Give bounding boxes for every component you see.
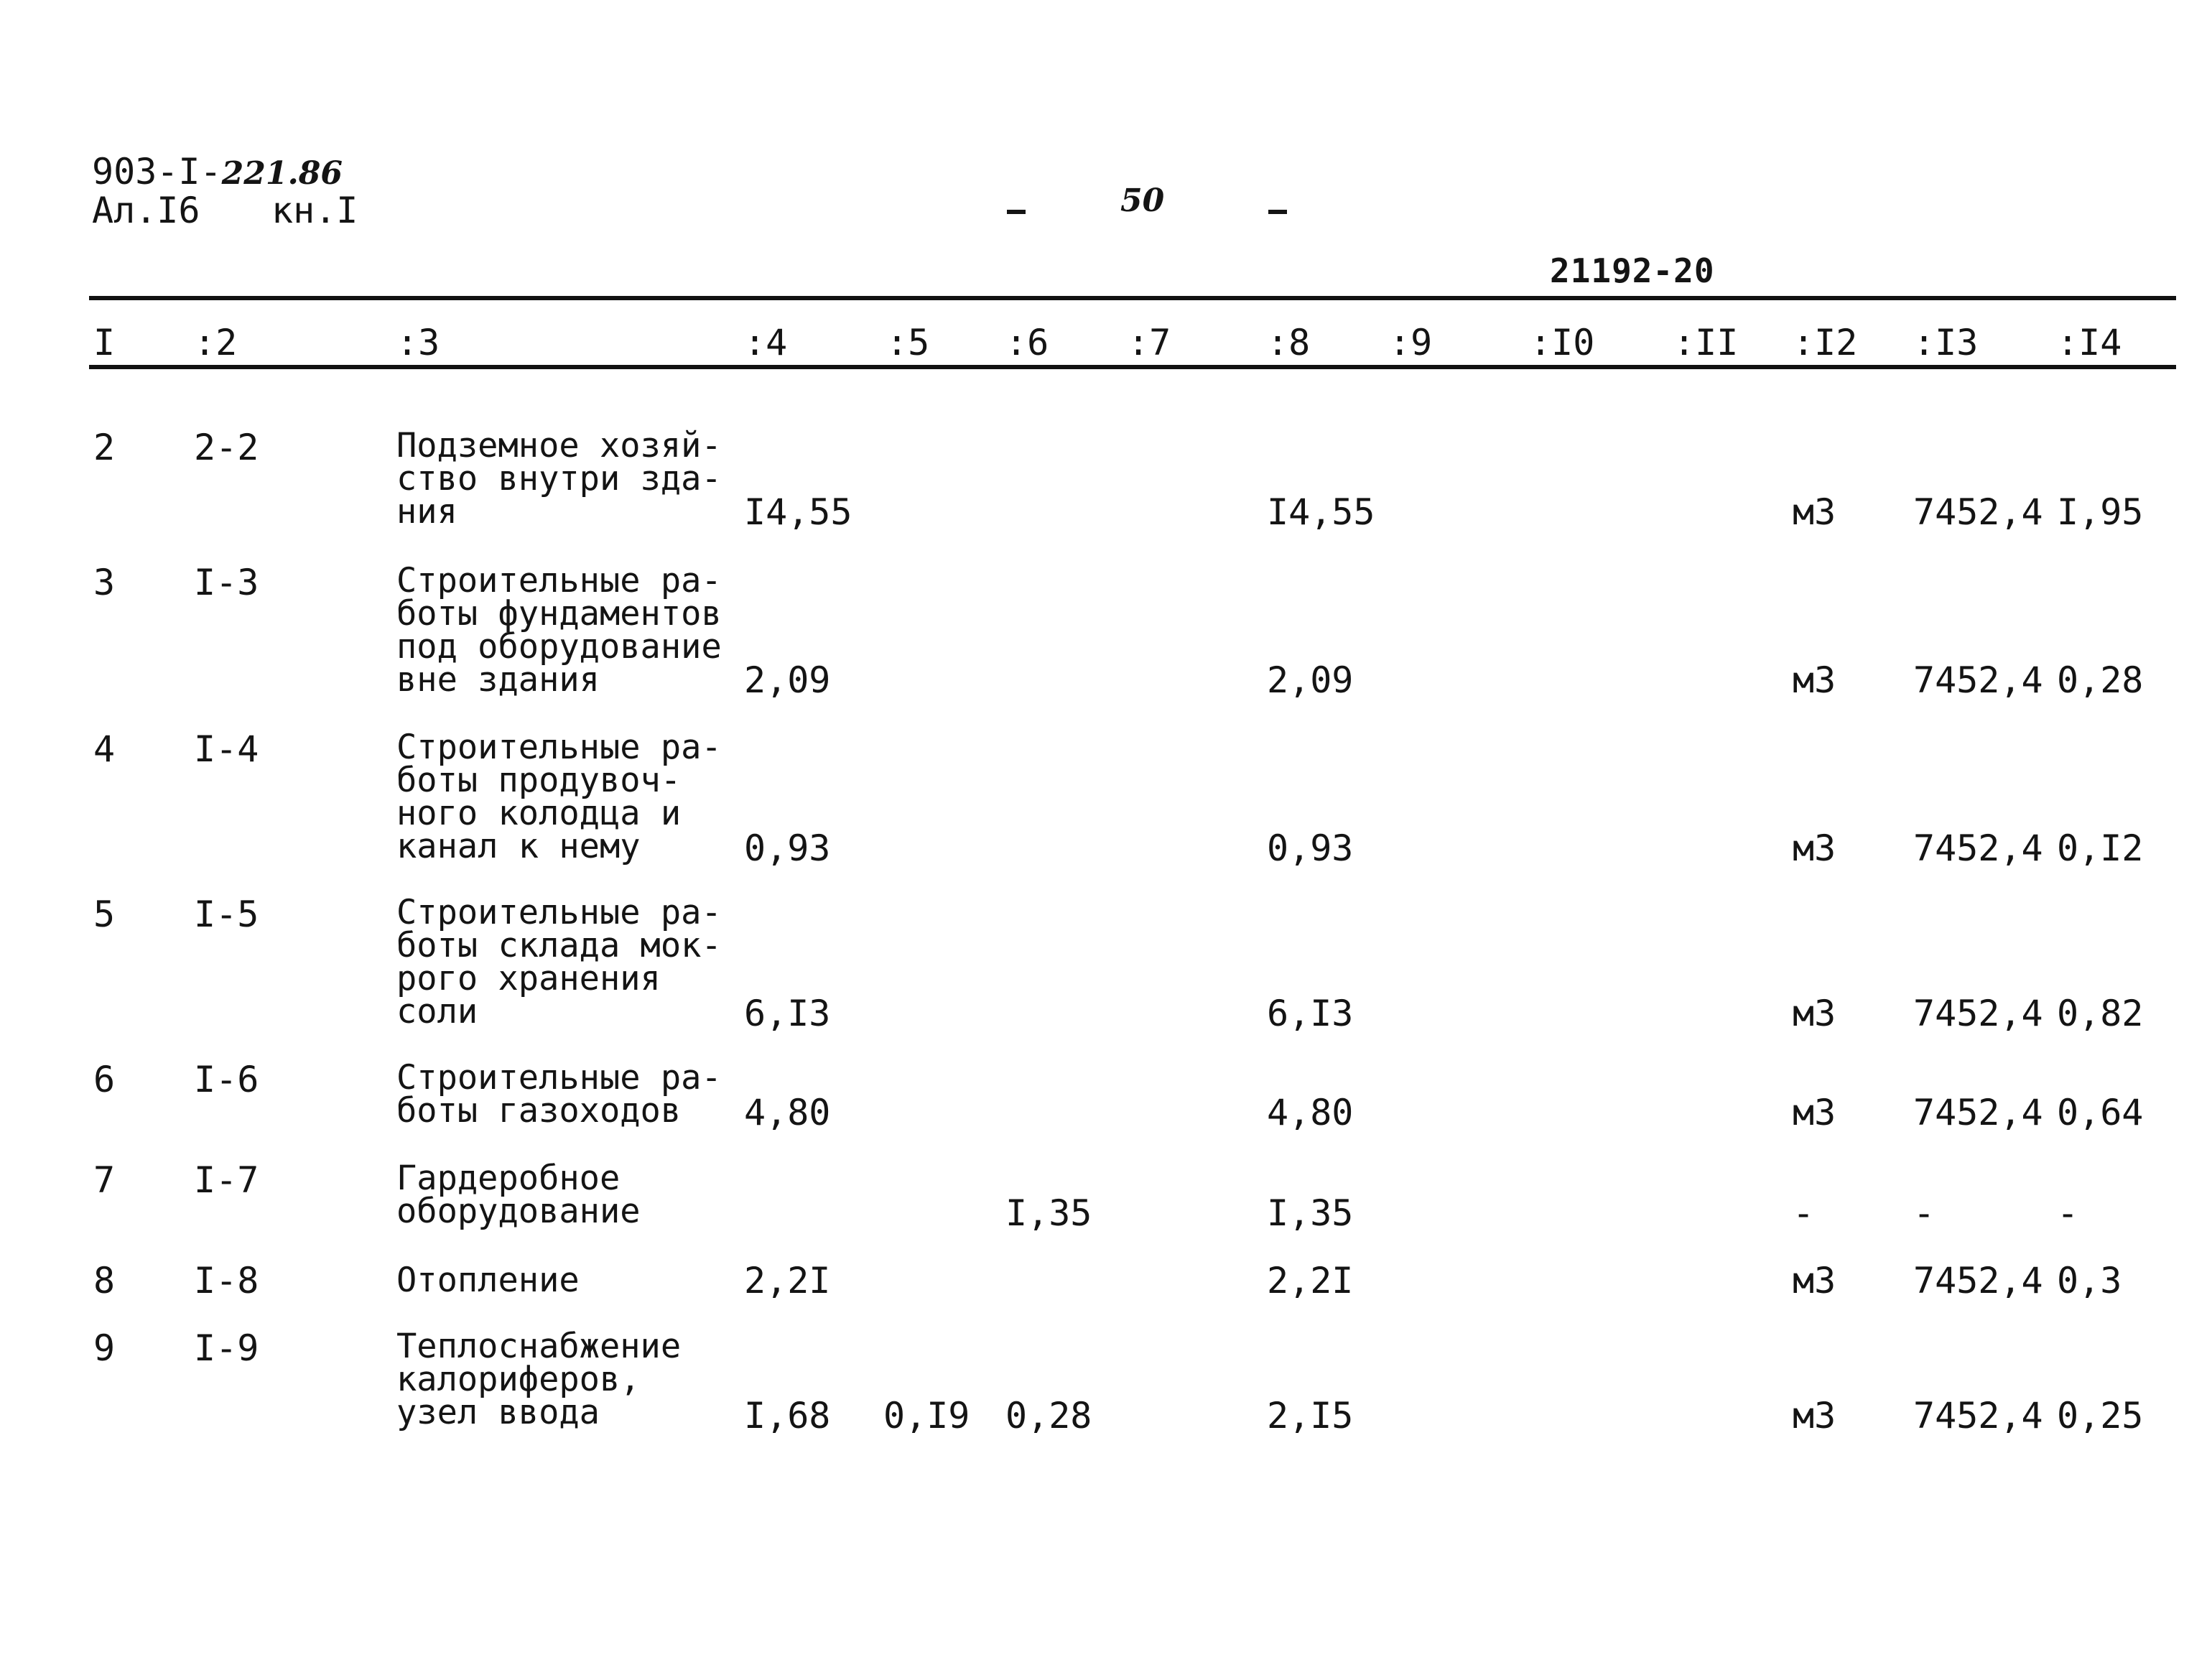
row-number: 3 bbox=[93, 562, 116, 603]
column-header-1: I bbox=[93, 322, 116, 363]
row-col14-value: 0,64 bbox=[2057, 1092, 2144, 1133]
row-col8-value: I,35 bbox=[1267, 1192, 1354, 1234]
row-description: Строительные ра- боты газоходов bbox=[396, 1058, 722, 1131]
page-number: 50 bbox=[1120, 182, 1165, 219]
row-number: 2 bbox=[93, 427, 116, 468]
row-col8-value: 6,I3 bbox=[1267, 993, 1354, 1034]
page-dash-left bbox=[1007, 210, 1026, 214]
column-header-2: :2 bbox=[194, 322, 238, 363]
row-col13-value: 7452,4 bbox=[1913, 659, 2043, 701]
row-number: 7 bbox=[93, 1159, 116, 1201]
table-header-rule bbox=[89, 365, 2176, 369]
row-col8-value: I4,55 bbox=[1267, 491, 1375, 533]
row-unit: м3 bbox=[1793, 993, 1836, 1034]
column-header-11: :II bbox=[1673, 322, 1739, 363]
column-header-8: :8 bbox=[1267, 322, 1311, 363]
row-col6-value: 0,28 bbox=[1005, 1395, 1092, 1437]
column-header-4: :4 bbox=[744, 322, 788, 363]
row-unit: м3 bbox=[1793, 491, 1836, 533]
row-code: I-3 bbox=[194, 562, 259, 603]
row-description: Отопление bbox=[396, 1261, 580, 1300]
row-description: Строительные ра- боты продувоч- ного колодца и канал к нему bbox=[396, 728, 722, 866]
table-top-rule bbox=[89, 296, 2176, 300]
row-code: I-5 bbox=[194, 894, 259, 935]
row-col8-value: 0,93 bbox=[1267, 827, 1354, 869]
row-col4-value: I,68 bbox=[744, 1395, 831, 1437]
column-header-7: :7 bbox=[1128, 322, 1171, 363]
row-code: I-8 bbox=[194, 1260, 259, 1302]
row-code: I-7 bbox=[194, 1159, 259, 1201]
row-col4-value: 6,I3 bbox=[744, 993, 831, 1034]
row-description: Строительные ра- боты фундаментов под оборудование вне здания bbox=[396, 561, 722, 700]
row-col13-value: 7452,4 bbox=[1913, 491, 2043, 533]
row-col14-value: 0,3 bbox=[2057, 1260, 2122, 1302]
row-col8-value: 2,2I bbox=[1267, 1260, 1354, 1302]
row-col4-value: 0,93 bbox=[744, 827, 831, 869]
row-col13-value: 7452,4 bbox=[1913, 993, 2043, 1034]
row-col14-value: 0,I2 bbox=[2057, 827, 2144, 869]
row-col5-value: 0,I9 bbox=[883, 1395, 970, 1437]
row-description: Подземное хозяй- ство внутри зда- ния bbox=[396, 426, 722, 532]
row-col8-value: 2,09 bbox=[1267, 659, 1354, 701]
book-label: кн.I bbox=[271, 190, 358, 231]
row-col4-value: 2,2I bbox=[744, 1260, 831, 1302]
row-col13-value: 7452,4 bbox=[1913, 827, 2043, 869]
row-col14-value: 0,25 bbox=[2057, 1395, 2144, 1437]
row-col13-value: 7452,4 bbox=[1913, 1260, 2043, 1302]
column-header-13: :I3 bbox=[1913, 322, 1979, 363]
row-col13-value: 7452,4 bbox=[1913, 1395, 2043, 1437]
page-dash-right bbox=[1268, 210, 1287, 214]
document-stamp: 21192-20 bbox=[1550, 251, 1715, 290]
row-col14-value: 0,82 bbox=[2057, 993, 2144, 1034]
doc-code-handwritten: 221.86 bbox=[221, 155, 343, 192]
row-col13-value: - bbox=[1913, 1192, 1936, 1234]
row-col14-value: - bbox=[2057, 1192, 2079, 1234]
column-header-10: :I0 bbox=[1530, 322, 1595, 363]
row-col8-value: 2,I5 bbox=[1267, 1395, 1354, 1437]
row-col4-value: I4,55 bbox=[744, 491, 852, 533]
row-number: 4 bbox=[93, 728, 116, 770]
row-number: 8 bbox=[93, 1260, 116, 1302]
row-unit: м3 bbox=[1793, 1395, 1836, 1437]
row-number: 6 bbox=[93, 1059, 116, 1100]
doc-code-prefix: 903-I- bbox=[92, 151, 222, 192]
column-header-14: :I4 bbox=[2057, 322, 2122, 363]
row-unit: - bbox=[1793, 1192, 1815, 1234]
row-description: Гардеробное оборудование bbox=[396, 1159, 641, 1231]
row-number: 9 bbox=[93, 1327, 116, 1369]
row-col6-value: I,35 bbox=[1005, 1192, 1092, 1234]
row-code: I-9 bbox=[194, 1327, 259, 1369]
doc-code bbox=[92, 151, 343, 192]
column-header-12: :I2 bbox=[1793, 322, 1858, 363]
row-col4-value: 4,80 bbox=[744, 1092, 831, 1133]
row-code: I-4 bbox=[194, 728, 259, 770]
column-header-9: :9 bbox=[1389, 322, 1433, 363]
row-unit: м3 bbox=[1793, 1260, 1836, 1302]
row-col8-value: 4,80 bbox=[1267, 1092, 1354, 1133]
row-col13-value: 7452,4 bbox=[1913, 1092, 2043, 1133]
column-header-3: :3 bbox=[396, 322, 440, 363]
row-code: I-6 bbox=[194, 1059, 259, 1100]
row-col14-value: 0,28 bbox=[2057, 659, 2144, 701]
row-number: 5 bbox=[93, 894, 116, 935]
row-unit: м3 bbox=[1793, 827, 1836, 869]
row-unit: м3 bbox=[1793, 1092, 1836, 1133]
row-col14-value: I,95 bbox=[2057, 491, 2144, 533]
row-code: 2-2 bbox=[194, 427, 259, 468]
album-label: Ал.I6 bbox=[92, 190, 200, 231]
row-col4-value: 2,09 bbox=[744, 659, 831, 701]
row-description: Строительные ра- боты склада мок- рого хранения соли bbox=[396, 893, 722, 1031]
column-header-6: :6 bbox=[1005, 322, 1049, 363]
row-unit: м3 bbox=[1793, 659, 1836, 701]
column-header-5: :5 bbox=[886, 322, 930, 363]
row-description: Теплоснабжение калориферов, узел ввода bbox=[396, 1327, 682, 1432]
